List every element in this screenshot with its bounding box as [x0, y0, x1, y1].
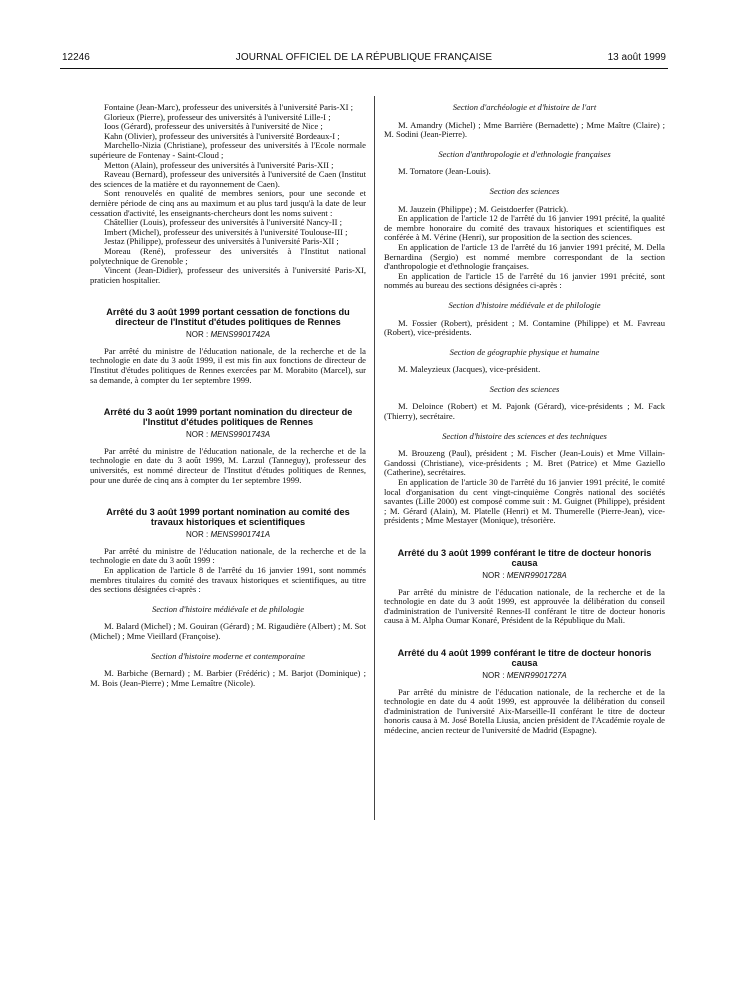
section-heading: Section d'histoire médiévale et de philologie — [448, 299, 601, 310]
section-heading: Section des sciences — [489, 383, 560, 394]
nor-label: NOR : — [185, 330, 209, 340]
nor-label: NOR : — [185, 430, 209, 440]
nor-reference — [384, 571, 665, 581]
paragraph: En application de l'article 8 de l'arrêté du 16 janvier 1991, sont nommés membres titulaires du comité des travaux historiques et scientifiques, au titre des sections désignées ci-après : — [90, 565, 366, 595]
section-heading: Section d'archéologie et d'histoire de l'art — [452, 102, 597, 112]
paragraph: Par arrêté du ministre de l'éducation nationale, de la recherche et de la technologie en date du 3 août 1999, M. Larzul (Tanneguy), professeur des universités, est nommé directeur de l'Institut d'études politiques de Rennes, pour une durée de cinq ans à compter du 1er septembre 1999. — [90, 445, 366, 485]
paragraph: Par arrêté du ministre de l'éducation nationale, de la recherche et de la technologie en date du 4 août 1999, est approuvée la délibération du conseil d'administration de l'université Aix-Marseille-II conférant le titre de docteur honoris causa à M. José Botella Liusia, ancien président de l'Académie royale de médecine, ancien recteur de l'université de Madrid (Espagne). — [384, 686, 665, 735]
section-heading: Section d'histoire des sciences et des techniques — [442, 430, 607, 441]
paragraph: Metton (Alain), professeur des universités à l'université Paris-XII ; — [104, 159, 334, 170]
nor-code: MENR9901728A — [506, 571, 567, 580]
paragraph: Ioos (Gérard), professeur des universités à l'université de Nice ; — [104, 121, 323, 132]
decree-title: Arrêté du 3 août 1999 portant nomination du directeur de l'Institut d'études politiques de Rennes — [103, 407, 353, 428]
left-column — [90, 103, 366, 688]
paragraph: Moreau (René), professeur des universités à l'Institut national polytechnique de Grenoble ; — [90, 245, 366, 266]
paragraph: Fontaine (Jean-Marc), professeur des universités à l'université Paris-XI ; — [104, 102, 354, 112]
paragraph: Glorieux (Pierre), professeur des universités à l'université Lille-I ; — [104, 111, 331, 122]
paragraph: Par arrêté du ministre de l'éducation nationale, de la recherche et de la technologie en date du 3 août 1999, est approuvée la délibération du conseil d'administration de l'université Rennes-II conférant le titre de docteur honoris causa à M. Alpha Oumar Konaré, Président de la République du Mali. — [384, 586, 665, 626]
nor-reference — [90, 330, 366, 340]
decree-title: Arrêté du 3 août 1999 portant nomination au comité des travaux historiques et scientifiques — [106, 507, 350, 528]
column-divider — [374, 96, 375, 820]
paragraph: M. Maleyzieux (Jacques), vice-président. — [398, 364, 541, 375]
page-header — [60, 50, 668, 68]
paragraph: M. Amandry (Michel) ; Mme Barrière (Bernadette) ; Mme Maître (Claire) ; M. Sodini (Jean-Pierre). — [384, 119, 665, 140]
paragraph: En application de l'article 15 de l'arrêté du 16 janvier 1991 précité, sont nommés au bureau des sections désignées ci-après : — [384, 270, 665, 291]
journal-title: JOURNAL OFFICIEL DE LA RÉPUBLIQUE FRANÇAISE — [235, 52, 493, 63]
nor-label: NOR : — [185, 530, 209, 540]
nor-label: NOR : — [482, 670, 505, 680]
paragraph: Marchello-Nizia (Christiane), professeur des universités à l'Ecole normale supérieure de Fontenay - Saint-Cloud ; — [90, 140, 366, 160]
issue-date: 13 août 1999 — [607, 52, 666, 63]
decree-title: Arrêté du 3 août 1999 portant cessation de fonctions du directeur de l'Institut d'études politiques de Rennes — [106, 307, 350, 328]
nor-code: MENR9901727A — [506, 670, 567, 680]
paragraph: M. Balard (Michel) ; M. Gouiran (Gérard) ; M. Rigaudière (Albert) ; M. Sot (Michel) ; Mme Vieillard (Françoise). — [90, 621, 366, 641]
paragraph: M. Barbiche (Bernard) ; M. Barbier (Frédéric) ; M. Barjot (Dominique) ; M. Bois (Jean-Pierre) ; Mme Lemaître (Nicole). — [90, 668, 366, 688]
paragraph: En application de l'article 12 de l'arrêté du 16 janvier 1991 précité, la qualité de membre honoraire du comité des travaux historiques et scientifiques est conférée à M. Vérine (Henri), sur proposition de la section des sciences. — [384, 213, 665, 243]
section-heading: Section d'histoire médiévale et de philologie — [151, 603, 305, 614]
paragraph: En application de l'article 30 de l'arrêté du 16 janvier 1991 précité, le comité local d'organisation du cent vingt-cinquième Congrès national des sociétés savantes (Lille 2000) est composé comme suit : M. Guignet (Philippe), président ; M. Gérard (Alain), M. Platelle (Henri) et M. Thumerelle (Pierre-Jean), vice-présidents ; Mme Mestayer (Monique), trésorière. — [384, 477, 665, 526]
paragraph: M. Brouzeng (Paul), président ; M. Fischer (Jean-Louis) et Mme Villain-Gandossi (Christiane), vice-présidents ; M. Bret (Patrice) et Mme Gaziello (Catherine), secrétaires. — [384, 448, 665, 478]
nor-reference — [90, 530, 366, 540]
paragraph: M. Fossier (Robert), président ; M. Contamine (Philippe) et M. Favreau (Robert), vice-présidents. — [384, 317, 665, 338]
decree-title: Arrêté du 4 août 1999 conférant le titre de docteur honoris causa — [397, 647, 652, 668]
page-number: 12246 — [62, 52, 90, 63]
paragraph: Par arrêté du ministre de l'éducation nationale, de la recherche et de la technologie en date du 3 août 1999, il est mis fin aux fonctions de directeur de l'Institut d'études politiques de Rennes exercées par M. Morabito (Marcel), sur sa demande, à compter du 1er septembre 1999. — [90, 345, 366, 385]
section-heading: Section des sciences — [489, 185, 560, 196]
section-heading: Section de géographie physique et humaine — [449, 346, 600, 357]
paragraph: Jestaz (Philippe), professeur des universités à l'université Paris-XII ; — [104, 236, 339, 247]
nor-reference — [90, 430, 366, 440]
paragraph: Sont renouvelés en qualité de membres seniors, pour une seconde et dernière période de cinq ans au maximum et au plus tard jusqu'à la date de leur cessation d'activité, les enseignants-chercheurs dont les noms suivent : — [90, 188, 366, 218]
paragraph: Châtellier (Louis), professeur des universités à l'université Nancy-II ; — [104, 217, 343, 228]
paragraph: En application de l'article 13 de l'arrêté du 16 janvier 1991 précité, M. Della Bernardina (Sergio) est nommé membre correspondant de la section d'anthropologie et d'ethnologie françaises. — [384, 241, 665, 272]
nor-code: MENS9901741A — [210, 530, 271, 540]
paragraph: Raveau (Bernard), professeur des universités à l'université de Caen (Institut des sciences de la matière et du rayonnement de Caen). — [90, 169, 366, 189]
decree-title: Arrêté du 3 août 1999 conférant le titre de docteur honoris causa — [397, 548, 652, 568]
paragraph: Par arrêté du ministre de l'éducation nationale, de la recherche et de la technologie en date du 3 août 1999 : — [90, 545, 366, 566]
paragraph: Kahn (Olivier), professeur des universités à l'université Bordeaux-I ; — [104, 130, 340, 141]
paragraph: M. Jauzein (Philippe) ; M. Geistdoerfer (Patrick). — [398, 203, 569, 214]
right-column — [384, 103, 665, 736]
paragraph: M. Deloince (Robert) et M. Pajonk (Gérard), vice-présidents ; M. Fack (Thierry), secrétaire. — [384, 401, 665, 422]
nor-code: MENS9901742A — [210, 330, 271, 340]
header-rule — [60, 68, 668, 69]
paragraph: Vincent (Jean-Didier), professeur des universités à l'université Paris-XI, praticien hospitalier. — [90, 265, 366, 285]
nor-code: MENS9901743A — [210, 430, 271, 440]
nor-label: NOR : — [482, 571, 505, 580]
nor-reference — [384, 671, 665, 681]
paragraph: Imbert (Michel), professeur des universités à l'université Toulouse-III ; — [104, 226, 348, 237]
paragraph: M. Tornatore (Jean-Louis). — [398, 166, 491, 177]
section-heading: Section d'anthropologie et d'ethnologie françaises — [438, 148, 611, 159]
section-heading: Section d'histoire moderne et contemporaine — [151, 650, 305, 661]
